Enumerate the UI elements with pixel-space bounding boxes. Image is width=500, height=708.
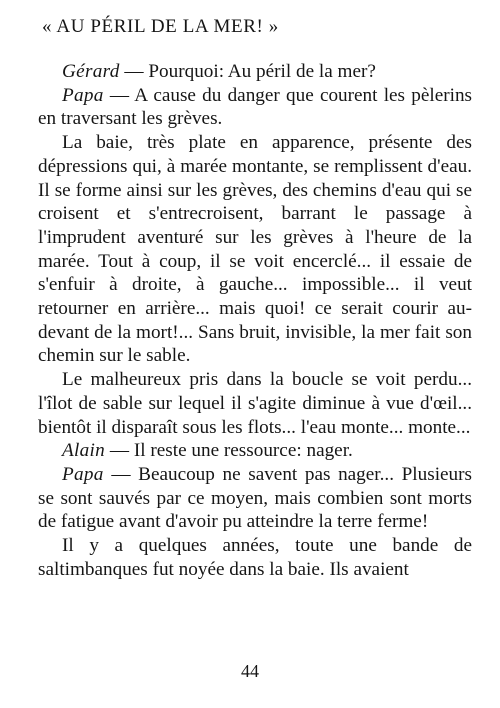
paragraph-text: — A cause du danger que courent les pèlerins en traversant les grèves. (38, 84, 472, 130)
paragraph-dialogue-alain (38, 439, 472, 463)
paragraph-dialogue-papa (38, 84, 472, 131)
paragraph-saltimbanques (38, 534, 472, 581)
body-text (38, 60, 472, 581)
paragraph-dialogue-papa-2 (38, 463, 472, 534)
paragraph-text: — Pourquoi: Au péril de la mer? (119, 61, 376, 82)
paragraph-dialogue-gerard (38, 60, 472, 84)
paragraph-baie (38, 131, 472, 368)
speaker-name: Papa (62, 463, 104, 485)
speaker-name: Papa (62, 84, 104, 106)
paragraph-text: Le malheureux pris dans la boucle se voit perdu... l'îlot de sable sur lequel il s'agite diminue à vue d'œil... bientôt il disparaît sous les flots... l'eau monte... monte... (38, 369, 472, 438)
paragraph-text: La baie, très plate en apparence, présente des dépressions qui, à marée montante, se remplissent d'eau. Il se forme ainsi sur les grèves, des chemins d'eau qui se croisent et s'entrecroisent, barrant le passage à l'imprudent aventuré sur les grèves à l'heure de la marée. Tout à coup, il se voit encerclé... il essaie de s'enfuir à droite, à gauche... impossible... il veut retourner en arrière... mais quoi! ce serait courir au-devant de la mort!... Sans bruit, invisible, la mer fait son chemin sur le sable. (38, 132, 472, 367)
paragraph-text: — Beaucoup ne savent pas nager... Plusieurs se sont sauvés par ce moyen, mais combien sont morts de fatigue avant d'avoir pu atteindre la terre ferme! (38, 463, 472, 533)
running-title: « AU PÉRIL DE LA MER! » (42, 16, 279, 37)
paragraph-malheureux (38, 368, 472, 439)
speaker-name: Alain (62, 440, 106, 462)
speaker-name: Gérard (62, 61, 120, 82)
paragraph-text: Il y a quelques années, toute une bande de saltimbanques fut noyée dans la baie. Ils avaient (38, 535, 472, 580)
page-number: 44 (241, 661, 259, 681)
paragraph-text: — Il reste une ressource: nager. (105, 440, 353, 462)
